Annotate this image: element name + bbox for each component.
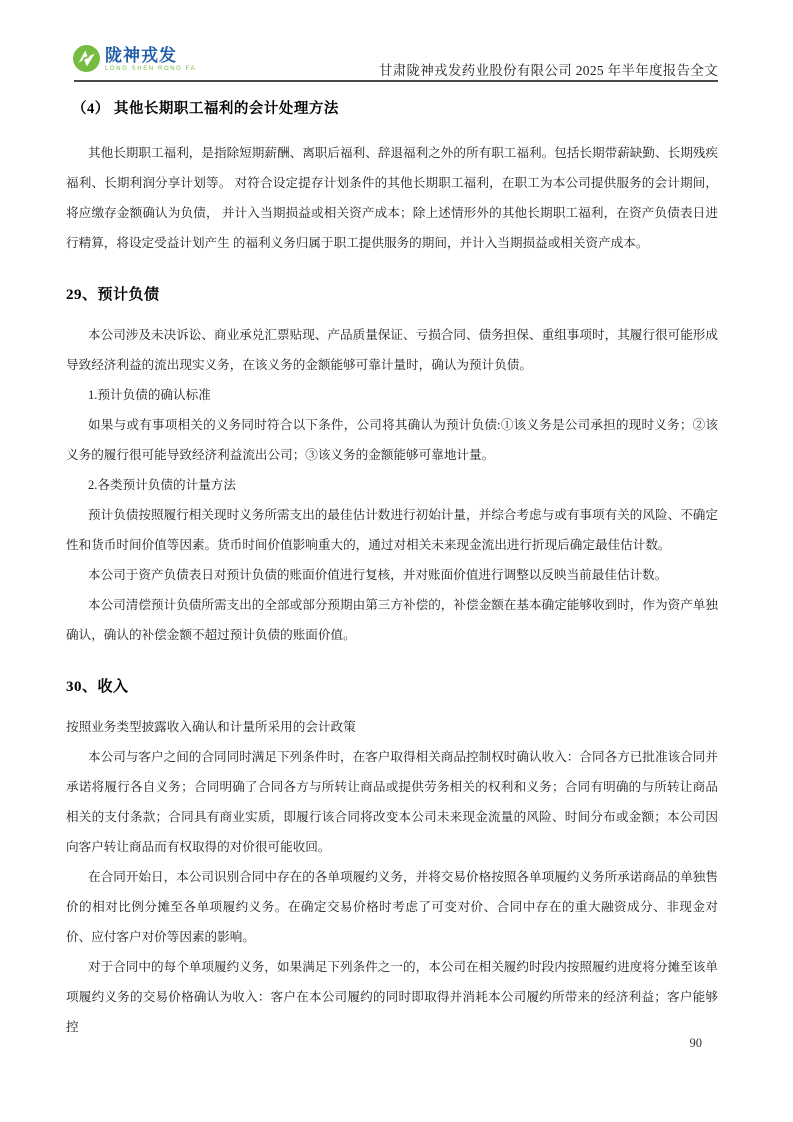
- paragraph-revenue-policy-note: 按照业务类型披露收入确认和计量所采用的会计政策: [66, 720, 356, 734]
- document-body: [66, 82, 718, 1042]
- subheading-provision-measurement: 2.各类预计负债的计量方法: [88, 478, 236, 492]
- company-logo: [73, 45, 196, 72]
- paragraph-revenue-contract-conditions: 本公司与客户之间的合同同时满足下列条件时，在客户取得相关商品控制权时确认收入：合同各方已批准该合同并承诺将履行各自义务；合同明确了合同各方与所转让商品或提供劳务相关的权利和义务；合同有明确的与所转让商品相关的支付条款；合同具有商业实质，即履行该合同将改变本公司未来现金流量的风险、时间分布或金额；本公司因向客户转让商品而有权取得的对价很可能收回。: [66, 750, 718, 854]
- paragraph-provision-recognition: 如果与或有事项相关的义务同时符合以下条件，公司将其确认为预计负债:①该义务是公司承担的现时义务；②该义务的履行很可能导致经济利益流出公司；③该义务的金额能够可靠地计量。: [66, 418, 718, 462]
- section-heading-4-other-long-term-benefits: （4） 其他长期职工福利的会计处理方法: [72, 101, 339, 117]
- section-heading-30-revenue: 30、收入: [66, 679, 129, 695]
- paragraph-provision-review: 本公司于资产负债表日对预计负债的账面价值进行复核，并对账面价值进行调整以反映当前最佳估计数。: [88, 568, 668, 582]
- section-heading-29-provisions: 29、预计负债: [66, 287, 160, 303]
- paragraph-provision-measurement: 预计负债按照履行相关现时义务所需支出的最佳估计数进行初始计量，并综合考虑与或有事项有关的风险、不确定性和货币时间价值等因素。货币时间价值影响重大的，通过对相关未来现金流出进行折现后确定最佳估计数。: [66, 508, 718, 552]
- brand-name-cn: 陇神戎发: [105, 46, 177, 65]
- paragraph-provisions-intro: 本公司涉及未决诉讼、商业承兑汇票贴现、产品质量保证、亏损合同、债务担保、重组事项时，其履行很可能形成导致经济利益的流出现实义务，在该义务的金额能够可靠计量时，确认为预计负债。: [66, 328, 718, 372]
- brand-name-en: LONG SHEN RONG FA: [105, 66, 197, 72]
- report-title: 甘肃陇神戎发药业股份有限公司 2025 年半年度报告全文: [378, 63, 718, 78]
- paragraph-provision-reimbursement: 本公司清偿预计负债所需支出的全部或部分预期由第三方补偿的，补偿金额在基本确定能够收到时，作为资产单独确认，确认的补偿金额不超过预计负债的账面价值。: [66, 598, 718, 642]
- subheading-provision-recognition: 1.预计负债的确认标准: [88, 388, 211, 402]
- logo-bird-icon: [73, 45, 100, 72]
- paragraph-revenue-performance-obligations: 在合同开始日，本公司识别合同中存在的各单项履约义务，并将交易价格按照各单项履约义务所承诺商品的单独售价的相对比例分摊至各单项履约义务。在确定交易价格时考虑了可变对价、合同中存在的重大融资成分、非现金对价、应付客户对价等因素的影响。: [66, 870, 718, 944]
- paragraph-revenue-over-time: 对于合同中的每个单项履约义务，如果满足下列条件之一的，本公司在相关履约时段内按照履约进度将分摊至该单项履约义务的交易价格确认为收入：客户在本公司履约的同时即取得并消耗本公司履约所带来的经济利益；客户能够控: [66, 960, 718, 1034]
- paragraph-other-long-term-benefits: 其他长期职工福利，是指除短期薪酬、离职后福利、辞退福利之外的所有职工福利。包括长期带薪缺勤、长期残疾福利、长期利润分享计划等。 对符合设定提存计划条件的其他长期职工福利，在职工为本公司提供服务的会计期间，将应缴存金额确认为负债， 并计入当期损益或相关资产成本；除上述情形外的其他长期职工福利，在资产负债表日进行精算，将设定受益计划产生 的福利义务归属于职工提供服务的期间，并计入当期损益或相关资产成本。: [66, 146, 718, 250]
- logo-text-block: [105, 45, 196, 72]
- page-number: 90: [689, 1036, 702, 1050]
